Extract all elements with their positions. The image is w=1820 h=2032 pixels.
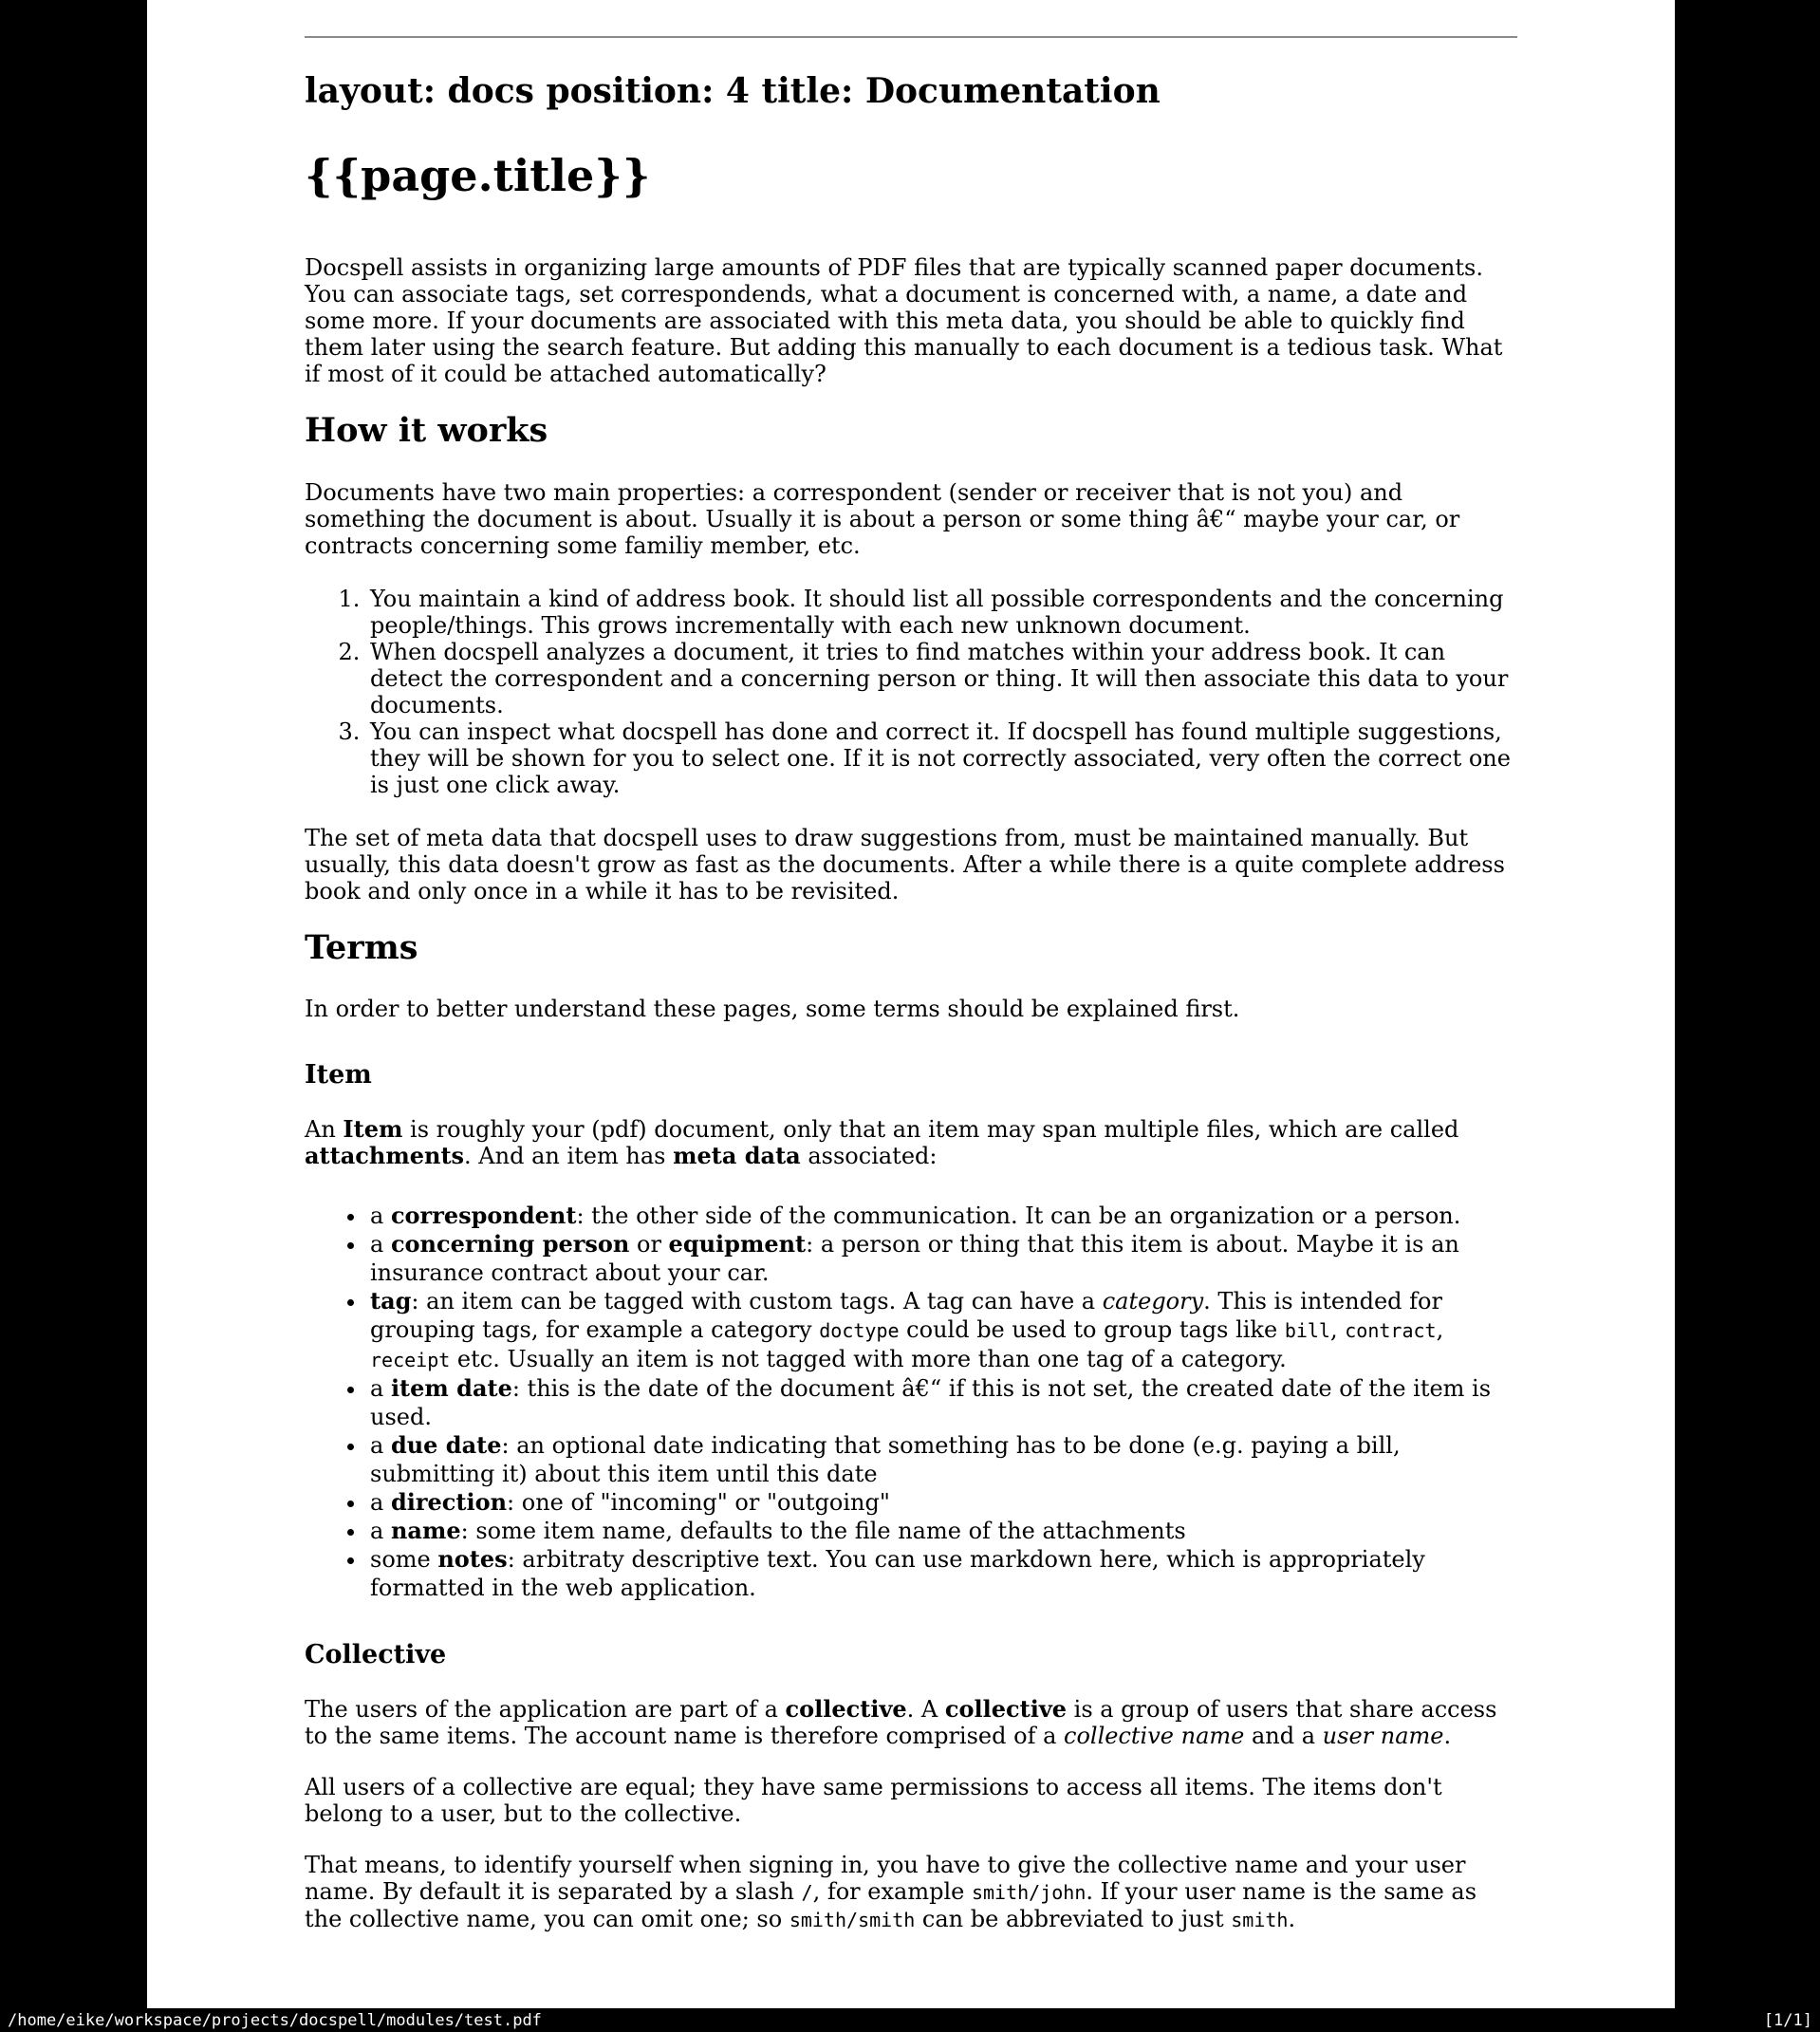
text-segment: : one of "incoming" or "outgoing" xyxy=(507,1488,890,1516)
text-segment: is roughly your (pdf) document, only that an item may span multiple files, which are called xyxy=(402,1115,1459,1143)
how-it-works-intro-paragraph: Documents have two main properties: a correspondent (sender or receiver that is not you) and something the document is about. Usually it is about a person or some thing â€“ maybe your car, or contracts concerning some familiy member, etc. xyxy=(305,478,1460,559)
step-item: 3. You can inspect what docspell has done and correct it. If docspell has found multiple suggestions, they will be shown for you to select one. If it is not correctly associated, very often the correct one is just one click away. xyxy=(367,718,1517,798)
text-segment: or xyxy=(629,1230,669,1258)
bullet-item xyxy=(367,1230,1517,1287)
text-segment: associated: xyxy=(800,1142,938,1169)
collective-paragraph-3 xyxy=(305,1852,1517,1933)
text-segment: etc. Usually an item is not tagged with more than one tag of a category. xyxy=(450,1345,1287,1372)
how-it-works-steps-list xyxy=(305,586,1517,798)
text-segment: a xyxy=(370,1431,391,1459)
text-segment: and a xyxy=(1244,1722,1323,1749)
text-segment: , for example xyxy=(812,1877,972,1905)
text-segment: : a person or thing that this item is about. Maybe it is an insurance contract about your car. xyxy=(370,1230,1459,1286)
text-segment: collective name xyxy=(1064,1722,1245,1749)
statusbar-file-path: /home/eike/workspace/projects/docspell/modules/test.pdf xyxy=(8,2010,542,2030)
section-heading-how-it-works: How it works xyxy=(305,411,548,451)
inline-code: receipt xyxy=(370,1348,451,1371)
text-segment: : arbitraty descriptive text. You can use markdown here, which is appropriately formatted in the web application. xyxy=(370,1545,1425,1601)
text-segment: . xyxy=(1288,1905,1296,1932)
text-segment: That means, to identify yourself when signing in, you have to give the collective name and your user name. By default it is separated by a slash xyxy=(305,1851,1466,1905)
text-segment: : the other side of the communication. It can be an organization or a person. xyxy=(576,1202,1461,1229)
text-segment: Item xyxy=(343,1114,403,1143)
item-intro-paragraph xyxy=(305,1116,1517,1169)
inline-code: smith/smith xyxy=(789,1908,916,1931)
inline-code: bill xyxy=(1284,1318,1330,1342)
text-segment: collective xyxy=(785,1694,907,1723)
bullet-item xyxy=(367,1517,1517,1545)
subsection-heading-item: Item xyxy=(305,1059,372,1090)
bullet-item xyxy=(367,1202,1517,1230)
how-it-works-outro-paragraph: The set of meta data that docspell uses to draw suggestions from, must be maintained manually. But usually, this data doesn't grow as fast as the documents. After a while there is a quite complete address book and only once in a while it has to be revisited. xyxy=(305,824,1505,904)
inline-code: smith/john xyxy=(971,1880,1086,1904)
text-segment: , xyxy=(1329,1315,1346,1343)
subsection-heading-collective: Collective xyxy=(305,1639,447,1669)
inline-code: contract xyxy=(1345,1318,1437,1342)
step-item: 1. You maintain a kind of address book. It should list all possible correspondents and the concerning people/things. This grows incrementally with each new unknown document. xyxy=(367,586,1517,639)
text-segment: . This is intended for grouping tags, for example a category xyxy=(370,1287,1442,1343)
text-segment: . If your user name is the same as the collective name, you can omit one; so xyxy=(305,1877,1477,1932)
text-segment: name xyxy=(390,1516,461,1544)
text-segment: a xyxy=(370,1202,391,1229)
text-segment: collective xyxy=(944,1694,1068,1723)
terms-intro-paragraph: In order to better understand these pages, some terms should be explained first. xyxy=(305,995,1240,1022)
page-title: {{page.title}} xyxy=(305,150,651,202)
text-segment: : an item can be tagged with custom tags. A tag can have a xyxy=(411,1287,1103,1314)
text-segment: An xyxy=(305,1115,344,1143)
intro-paragraph: Docspell assists in organizing large amounts of PDF files that are typically scanned paper documents. You can associate tags, set correspondends, what a document is concerned with, a name, a date and some more. If your documents are associated with this meta data, you should be able to quickly find them later using the search feature. But adding this manually to each document is a tedious task. What if most of it could be attached automatically? xyxy=(305,254,1503,388)
text-segment: a xyxy=(370,1374,391,1402)
text-segment: can be abbreviated to just xyxy=(915,1905,1232,1932)
text-segment: equipment xyxy=(668,1229,807,1258)
text-segment: attachments xyxy=(305,1141,465,1169)
text-segment: is a group of users that share access to the same items. The account name is therefore comprised of a xyxy=(305,1695,1497,1749)
text-segment: category xyxy=(1102,1287,1204,1314)
text-segment: direction xyxy=(390,1487,508,1516)
statusbar xyxy=(0,2008,1820,2032)
bullet-item xyxy=(367,1431,1517,1488)
bullet-item xyxy=(367,1287,1517,1374)
text-segment: . A xyxy=(906,1695,945,1723)
bullet-item xyxy=(367,1488,1517,1517)
inline-code: / xyxy=(801,1880,813,1904)
inline-code: smith xyxy=(1231,1908,1289,1931)
item-meta-bullet-list xyxy=(305,1202,1517,1602)
text-segment: concerning person xyxy=(390,1229,630,1258)
text-segment: . xyxy=(1443,1722,1452,1749)
text-segment: due date xyxy=(390,1430,502,1459)
collective-paragraph-2 xyxy=(305,1774,1517,1827)
step-item: 2. When docspell analyzes a document, it tries to find matches within your address book. It can detect the correspondent and a concerning person or thing. It will then associate this data to your documents. xyxy=(367,639,1517,718)
text-segment: could be used to group tags like xyxy=(899,1315,1285,1343)
text-segment: : some item name, defaults to the file name of the attachments xyxy=(460,1517,1186,1544)
text-segment: . And an item has xyxy=(464,1142,674,1169)
document-content xyxy=(305,36,1517,1933)
text-segment: : this is the date of the document â€“ if this is not set, the created date of the item is used. xyxy=(370,1374,1492,1430)
text-segment: meta data xyxy=(673,1141,801,1169)
bullet-item xyxy=(367,1545,1517,1602)
text-segment: : an optional date indicating that something has to be done (e.g. paying a bill, submitting it) about this item until this date xyxy=(370,1431,1401,1487)
pdf-page xyxy=(147,0,1675,2008)
inline-code: doctype xyxy=(819,1318,900,1342)
section-heading-terms: Terms xyxy=(305,927,418,967)
text-segment: a xyxy=(370,1488,391,1516)
text-segment: notes xyxy=(437,1544,508,1573)
text-segment: The users of the application are part of a xyxy=(305,1695,786,1723)
text-segment: All users of a collective are equal; they have same permissions to access all items. The items don't belong to a user, but to the collective. xyxy=(305,1773,1442,1827)
text-segment: some xyxy=(370,1545,438,1573)
collective-paragraph-1 xyxy=(305,1696,1517,1749)
text-segment: user name xyxy=(1322,1722,1444,1749)
text-segment: a xyxy=(370,1230,391,1258)
front-matter-heading: layout: docs position: 4 title: Documentation xyxy=(305,71,1161,111)
text-segment: tag xyxy=(370,1286,412,1314)
text-segment: , xyxy=(1436,1315,1444,1343)
statusbar-page-indicator: [1/1] xyxy=(1763,2010,1812,2030)
text-segment: a xyxy=(370,1517,391,1544)
bullet-item xyxy=(367,1374,1517,1431)
text-segment: correspondent xyxy=(390,1201,577,1229)
front-matter-rule xyxy=(305,36,1517,38)
text-segment: item date xyxy=(390,1373,512,1402)
